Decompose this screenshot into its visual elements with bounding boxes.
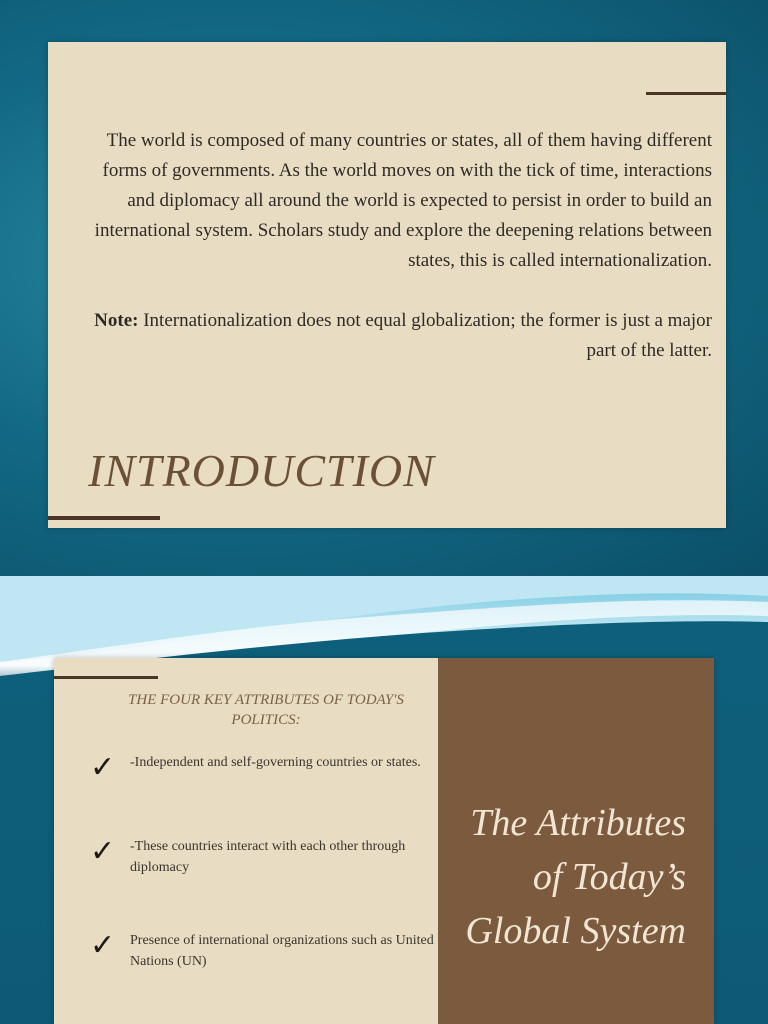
list-item-text: Presence of international organizations such as United Nations (UN) — [130, 933, 434, 969]
intro-paragraph: The world is composed of many countries or states, all of them having different forms of governments. As the world moves on with the tick of time, interactions and diplomacy all around the world is expected to persist in order to build an international system. Scholars study and explore the deepening relations between states, this is called internationalization. — [94, 130, 712, 271]
side-title-panel — [438, 658, 714, 1024]
attributes-card — [54, 658, 714, 1024]
slide-title: INTRODUCTION — [88, 445, 435, 496]
note-text: Internationalization does not equal globalization; the former is just a major part of the latter. — [138, 310, 712, 361]
checkmark-icon: ✓ — [90, 928, 116, 963]
checkmark-icon: ✓ — [90, 834, 116, 869]
list-item-text: -These countries interact with each other through diplomacy — [130, 839, 406, 875]
list-item-text: -Independent and self-governing countries or states. — [130, 755, 421, 770]
decorative-rule-top — [54, 676, 158, 679]
attributes-heading: THE FOUR KEY ATTRIBUTES OF TODAY'S POLITICS: — [128, 692, 404, 728]
side-title: The Attributes of Today’s Global System — [465, 802, 686, 952]
note-paragraph — [72, 306, 712, 366]
slide-attributes — [0, 576, 768, 1024]
decorative-rule-bottom — [48, 516, 160, 520]
decorative-rule-top — [646, 92, 726, 95]
introduction-card — [48, 42, 726, 528]
checkmark-icon: ✓ — [90, 750, 116, 785]
note-label: Note: — [94, 310, 139, 331]
